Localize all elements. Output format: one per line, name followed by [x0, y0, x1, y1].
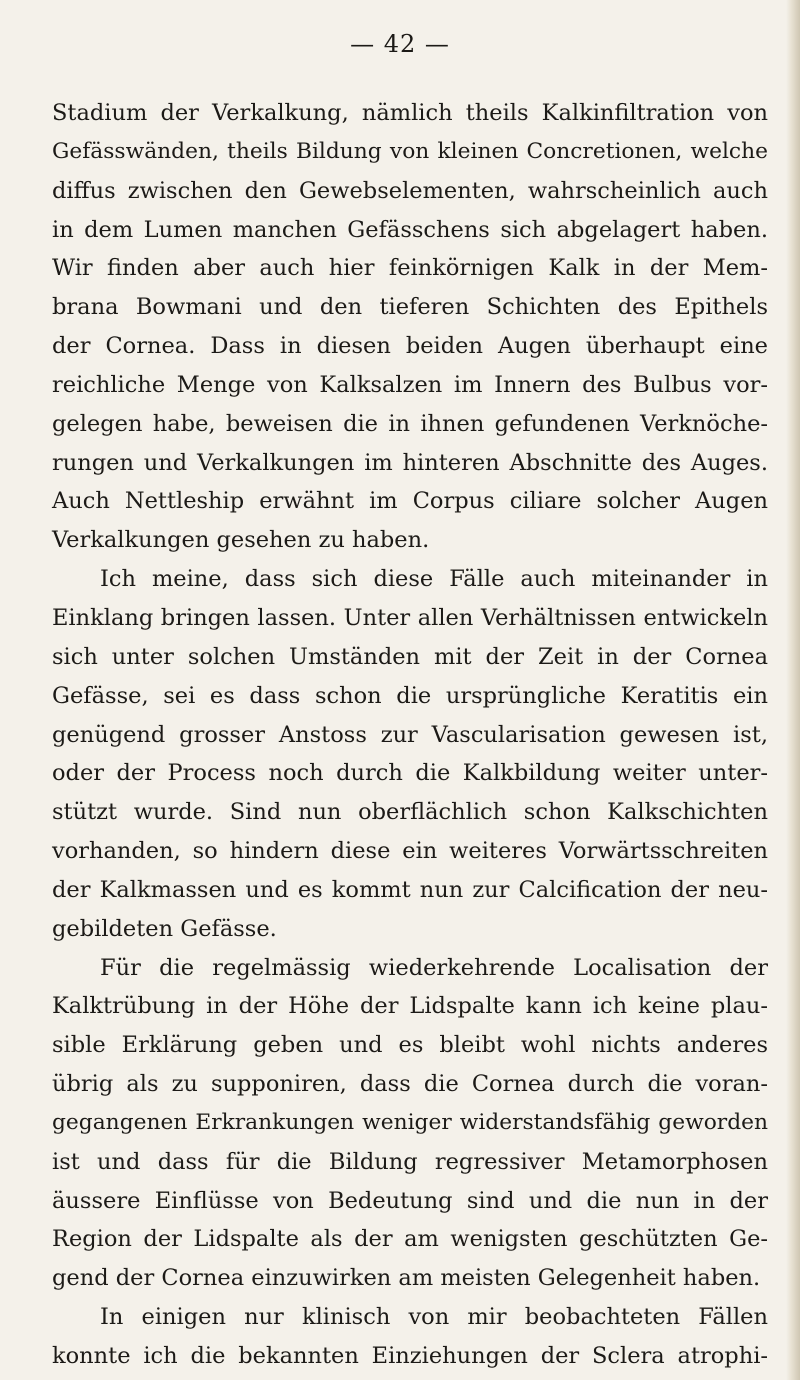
text-line: Auch Nettleship erwähnt im Corpus ciliare solcher Augen [52, 488, 768, 515]
paragraph-start-line: In einigen nur klinisch von mir beobachteten Fällen [100, 1304, 768, 1331]
text-line: oder der Process noch durch die Kalkbildung weiter unter- [52, 760, 768, 787]
body-text [52, 94, 768, 1376]
text-line: genügend grosser Anstoss zur Vascularisation gewesen ist, [52, 721, 768, 748]
text-line: Verkalkungen gesehen zu haben. [52, 527, 430, 554]
text-line: rungen und Verkalkungen im hinteren Abschnitte des Auges. [52, 449, 768, 476]
text-line: diffus zwischen den Gewebselementen, wahrscheinlich auch [52, 177, 768, 204]
text-line: reichliche Menge von Kalksalzen im Innern des Bulbus vor- [52, 371, 768, 398]
text-line: ist und dass für die Bildung regressiver Metamorphosen [52, 1148, 768, 1175]
text-line: der Kalkmassen und es kommt nun zur Calcification der neu- [52, 876, 768, 903]
page-number: — 42 — [350, 30, 450, 58]
paragraph-start-line: Für die regelmässig wiederkehrende Localisation der [100, 954, 768, 981]
paragraph-start-line: Ich meine, dass sich diese Fälle auch miteinander in [100, 566, 768, 593]
text-line: brana Bowmani und den tieferen Schichten des Epithels [52, 294, 768, 321]
text-line: übrig als zu supponiren, dass die Cornea durch die voran- [52, 1071, 768, 1098]
page-edge-shadow [786, 0, 800, 1380]
text-line: konnte ich die bekannten Einziehungen der Sclera atrophi- [52, 1343, 768, 1369]
text-line: in dem Lumen manchen Gefässchens sich abgelagert haben. [52, 216, 768, 243]
text-line: gebildeten Gefässe. [52, 915, 277, 942]
text-line: gelegen habe, beweisen die in ihnen gefundenen Verknöche- [52, 410, 768, 437]
text-line: Region der Lidspalte als der am wenigsten geschützten Ge- [52, 1226, 768, 1253]
text-line: vorhanden, so hindern diese ein weiteres Vorwärtsschreiten [52, 838, 768, 865]
text-line: Kalktrübung in der Höhe der Lidspalte kann ich keine plau- [52, 993, 768, 1020]
text-line: sible Erklärung geben und es bleibt wohl nichts anderes [52, 1032, 768, 1059]
text-line: sich unter solchen Umständen mit der Zeit in der Cornea [52, 643, 768, 670]
text-line: gegangenen Erkrankungen weniger widerstandsfähig geworden [52, 1109, 768, 1135]
text-line: äussere Einflüsse von Bedeutung sind und die nun in der [52, 1187, 768, 1214]
text-line: Gefässe, sei es dass schon die ursprüngliche Keratitis ein [52, 682, 768, 709]
text-line: Wir finden aber auch hier feinkörnigen Kalk in der Mem- [52, 255, 768, 282]
text-line: stützt wurde. Sind nun oberflächlich schon Kalkschichten [52, 799, 768, 826]
text-line: der Cornea. Dass in diesen beiden Augen überhaupt eine [52, 333, 768, 360]
text-line: Gefässwänden, theils Bildung von kleinen Concretionen, welche [52, 138, 768, 164]
text-line: Einklang bringen lassen. Unter allen Verhältnissen entwickeln [52, 604, 768, 631]
text-line: gend der Cornea einzuwirken am meisten Gelegenheit haben. [52, 1265, 761, 1292]
text-line: Stadium der Verkalkung, nämlich theils Kalkinfiltration von [52, 100, 768, 126]
